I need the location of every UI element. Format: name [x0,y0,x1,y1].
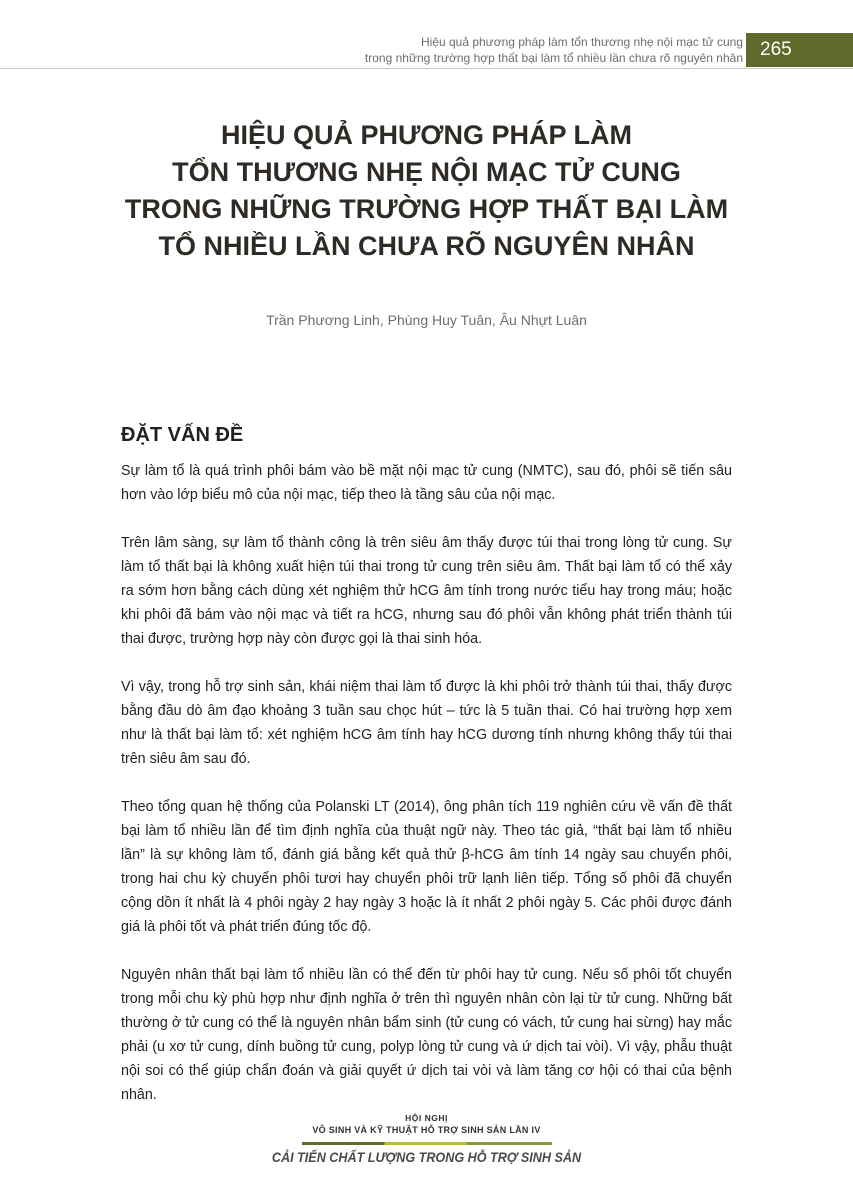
footer-slogan: CẢI TIẾN CHẤT LƯỢNG TRONG HỖ TRỢ SINH SẢN [271,1149,582,1165]
header-divider [0,68,853,69]
paragraph: Trên lâm sàng, sự làm tổ thành công là trên siêu âm thấy được túi thai trong lòng tử cung. Sự làm tổ thất bại là không xuất hiện túi thai trong tử cung trên siêu âm. Thất bại làm tổ có thể xảy ra sớm hơn bằng cách dùng xét nghiệm thử hCG âm tính trong nước tiểu hay trong máu; hoặc khi phôi đã bám vào nội mạc và tiết ra hCG, nhưng sau đó phôi vẫn không phát triển thành túi thai được, trường hợp này còn được gọi là thai sinh hóa. [121,535,732,647]
running-header [223,34,743,66]
running-title-line-2: trong những trường hợp thất bại làm tổ nhiều lần chưa rõ nguyên nhân [364,51,743,65]
article-body [121,459,732,1131]
footer-conference-label: HỘI NGHỊ [405,1113,448,1123]
title-line: HIỆU QUẢ PHƯƠNG PHÁP LÀM [221,120,632,150]
title-line: TRONG NHỮNG TRƯỜNG HỢP THẤT BẠI LÀM [124,194,729,224]
footer-accent-bar [302,1142,552,1145]
section-heading: ĐẶT VẤN ĐỀ [121,424,244,446]
conference-footer [0,1113,853,1165]
title-line: TỔN THƯƠNG NHẸ NỘI MẠC TỬ CUNG [172,157,681,187]
paragraph: Sự làm tổ là quá trình phôi bám vào bề mặt nội mạc tử cung (NMTC), sau đó, phôi sẽ tiến sâu hơn vào lớp biểu mô của nội mạc, tiếp theo là tầng sâu của nội mạc. [121,463,732,503]
title-line: TỔ NHIỀU LẦN CHƯA RÕ NGUYÊN NHÂN [158,231,695,261]
paragraph: Theo tổng quan hệ thống của Polanski LT (2014), ông phân tích 119 nghiên cứu về vấn đề thất bại làm tổ nhiều lần để tìm định nghĩa của thuật ngữ này. Theo tác giả, “thất bại làm tổ nhiều lần” là sự không làm tổ, đánh giá bằng kết quả thử β-hCG âm tính 14 ngày sau chuyển phôi, trong hai chu kỳ chuyển phôi tươi hay chuyển phôi trữ lạnh liên tiếp. Tổng số phôi đã chuyển cộng dồn ít nhất là 4 phôi ngày 2 hay ngày 3 hoặc là ít nhất 2 phôi ngày 5. Các phôi được đánh giá là phôi tốt và phát triển đúng tốc độ. [121,799,732,935]
paragraph: Nguyên nhân thất bại làm tổ nhiều lần có thể đến từ phôi hay tử cung. Nếu số phôi tốt chuyển trong mỗi chu kỳ phù hợp như định nghĩa ở trên thì nguyên nhân còn lại từ tử cung. Những bất thường ở tử cung có thể là nguyên nhân bẩm sinh (tử cung có vách, tử cung hai sừng) hay mắc phải (u xơ tử cung, dính buồng tử cung, polyp lòng tử cung và ứ dịch tai vòi). Vì vậy, phẫu thuật nội soi có thể giúp chẩn đoán và giải quyết ứ dịch tai vòi và làm tăng cơ hội có thai của bệnh nhân. [121,967,732,1103]
author-list: Trần Phương Linh, Phùng Huy Tuân, Âu Nhựt Luân [266,312,587,328]
footer-conference-name: VÔ SINH VÀ KỸ THUẬT HỖ TRỢ SINH SẢN LẦN IV [312,1125,541,1135]
paragraph: Vì vậy, trong hỗ trợ sinh sản, khái niệm thai làm tổ được là khi phôi trở thành túi thai, thấy được bằng đầu dò âm đạo khoảng 3 tuần sau chọc hút – tức là 5 tuần thai. Có hai trường hợp xem như là thất bại làm tổ: xét nghiệm hCG âm tính hay hCG dương tính nhưng không thấy túi thai trên siêu âm sau đó. [121,679,732,767]
page-number: 265 [746,33,853,67]
running-title-line-1: Hiệu quả phương pháp làm tổn thương nhẹ nội mạc tử cung [420,35,743,49]
article-title [60,117,793,265]
